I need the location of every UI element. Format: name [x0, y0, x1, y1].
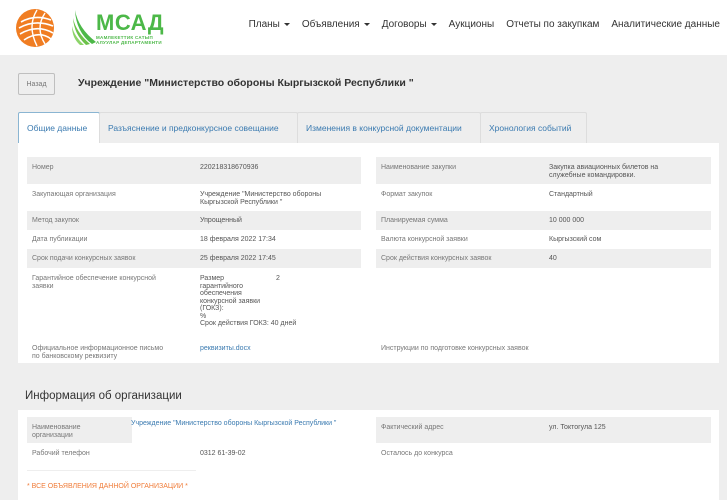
- nav-plans[interactable]: [249, 19, 290, 30]
- row-value: [200, 191, 321, 207]
- guarantee-line: Размер: [200, 275, 225, 282]
- table-row: [376, 338, 711, 362]
- row-value: 40: [549, 255, 557, 262]
- guarantee-line: (ГОКЗ):: [200, 305, 224, 312]
- row-key-line-2: по банковскому реквизиту: [32, 353, 118, 360]
- page-title: Учреждение "Министерство обороны Кыргызской Республики ": [78, 77, 414, 89]
- row-key: Дата публикации: [32, 236, 88, 243]
- nav-reports-label: Отчеты по закупкам: [506, 19, 600, 30]
- nav-reports[interactable]: [506, 19, 599, 30]
- requisites-file-link[interactable]: реквизиты.docx: [200, 345, 251, 352]
- nav-auctions-label: Аукционы: [448, 19, 495, 30]
- table-row: [376, 249, 711, 268]
- table-row: [27, 268, 361, 338]
- org-name-link[interactable]: Учреждение "Министерство обороны Кыргызской Республики ": [131, 420, 337, 427]
- row-key: Наименование закупки: [381, 164, 456, 171]
- row-value: Стандартный: [549, 191, 593, 198]
- tab-general-data[interactable]: Общие данные: [18, 112, 100, 144]
- row-value: ул. Токтогула 125: [549, 424, 606, 431]
- guarantee-line: гарантийного: [200, 282, 244, 290]
- row-key-line-2: организации: [32, 432, 73, 439]
- table-row: [27, 157, 361, 184]
- table-row: [27, 249, 361, 268]
- row-key: Осталось до конкурса: [381, 450, 453, 457]
- row-key: Номер: [32, 164, 54, 171]
- table-row: [27, 211, 361, 230]
- guarantee-details: [200, 275, 297, 328]
- table-row: [27, 184, 361, 211]
- row-key: Метод закупок: [32, 217, 79, 224]
- caret-down-icon: [431, 23, 437, 26]
- guarantee-percent-value: 2: [276, 275, 280, 282]
- row-value: 0312 61-39-02: [200, 450, 246, 457]
- row-value-line-1: Закупка авиационных билетов на: [549, 164, 659, 171]
- row-key-line-1: Гарантийное обеспечение конкурсной: [32, 275, 156, 282]
- table-row: [376, 211, 711, 230]
- nav-contracts[interactable]: [382, 19, 437, 30]
- row-key: Фактический адрес: [381, 424, 444, 431]
- row-key: Формат закупок: [381, 191, 433, 198]
- guarantee-line: обеспечения: [200, 290, 242, 297]
- guarantee-validity: Срок действия ГОКЗ: 40 дней: [200, 320, 297, 327]
- logo-subtitle-line-2: АЛУУЛАР ДЕПАРТАМЕНТИ: [96, 40, 162, 45]
- tab-timeline[interactable]: Хронология событий: [480, 112, 587, 144]
- nav-plans-label: Планы: [248, 19, 280, 30]
- tab-clarification[interactable]: Разъяснение и предконкурсное совещание: [99, 112, 298, 144]
- row-value-line-2: Кыргызской Республики ": [200, 199, 283, 206]
- tab-doc-changes[interactable]: Изменения в конкурсной документации: [297, 112, 481, 144]
- nav-analytics[interactable]: [611, 19, 720, 30]
- row-key: [32, 424, 81, 440]
- caret-down-icon: [364, 23, 370, 26]
- row-value: 10 000 000: [549, 217, 585, 224]
- row-key: Планируемая сумма: [381, 217, 448, 224]
- table-row: [376, 157, 711, 184]
- table-row: [376, 184, 711, 211]
- divider: [27, 470, 196, 471]
- table-row: [27, 443, 361, 469]
- nav-announcements[interactable]: [302, 19, 370, 30]
- row-value: Упрощенный: [200, 217, 242, 224]
- table-row: [27, 417, 132, 443]
- guarantee-line: %: [200, 312, 207, 320]
- row-value: Кыргызский сом: [549, 236, 602, 243]
- caret-down-icon: [284, 23, 290, 26]
- row-key: Рабочий телефон: [32, 450, 90, 457]
- row-key-line-1: Наименование: [32, 424, 81, 431]
- table-row: [27, 338, 361, 362]
- row-key-line-2: заявки: [32, 283, 54, 290]
- row-key: [32, 275, 156, 291]
- general-left-table: [27, 157, 361, 362]
- main-nav: [237, 19, 720, 30]
- tab-bar: [18, 112, 586, 144]
- org-left-table: [27, 417, 361, 477]
- row-key: Валюта конкурсной заявки: [381, 236, 468, 243]
- row-key: Срок подачи конкурсных заявок: [32, 255, 136, 262]
- row-key: Срок действия конкурсных заявок: [381, 255, 492, 262]
- back-button[interactable]: Назад: [18, 73, 55, 95]
- nav-contracts-label: Договоры: [381, 19, 427, 30]
- table-row: [376, 443, 711, 469]
- general-data-panel: [18, 143, 719, 363]
- row-value-line-2: служебные командировки.: [549, 172, 636, 179]
- row-key: Закупающая организация: [32, 191, 116, 198]
- table-row: [27, 230, 361, 249]
- logo-text: МСАД: [96, 10, 165, 35]
- row-value: 220218318670936: [200, 164, 259, 171]
- globe-logo-icon[interactable]: [15, 8, 55, 48]
- row-value: [549, 164, 658, 180]
- row-value: 18 февраля 2022 17:34: [200, 236, 276, 243]
- row-key-line-1: Официальное информационное письмо: [32, 345, 164, 352]
- nav-analytics-label: Аналитические данные: [611, 19, 720, 30]
- all-org-announcements-link[interactable]: * ВСЕ ОБЪЯВЛЕНИЯ ДАННОЙ ОРГАНИЗАЦИИ *: [27, 483, 188, 490]
- general-right-table: [376, 157, 711, 362]
- nav-auctions[interactable]: [449, 19, 495, 30]
- org-right-table: [376, 417, 711, 477]
- table-row: [376, 417, 711, 443]
- logo-subtitle: [96, 35, 162, 45]
- site-header: [0, 0, 727, 55]
- org-section-title: Информация об организации: [25, 390, 182, 402]
- row-key: [32, 345, 163, 361]
- nav-announcements-label: Объявления: [301, 19, 360, 30]
- row-key: Инструкции по подготовке конкурсных заявок: [381, 345, 529, 352]
- row-value: 25 февраля 2022 17:45: [200, 255, 276, 262]
- guarantee-line: конкурсной заявки: [200, 297, 261, 305]
- logo-subtitle-line-1: МАМЛЕКЕТТИК САТЫП: [96, 35, 154, 40]
- table-row: [376, 230, 711, 249]
- row-value-line-1: Учреждение "Министерство обороны: [200, 191, 322, 198]
